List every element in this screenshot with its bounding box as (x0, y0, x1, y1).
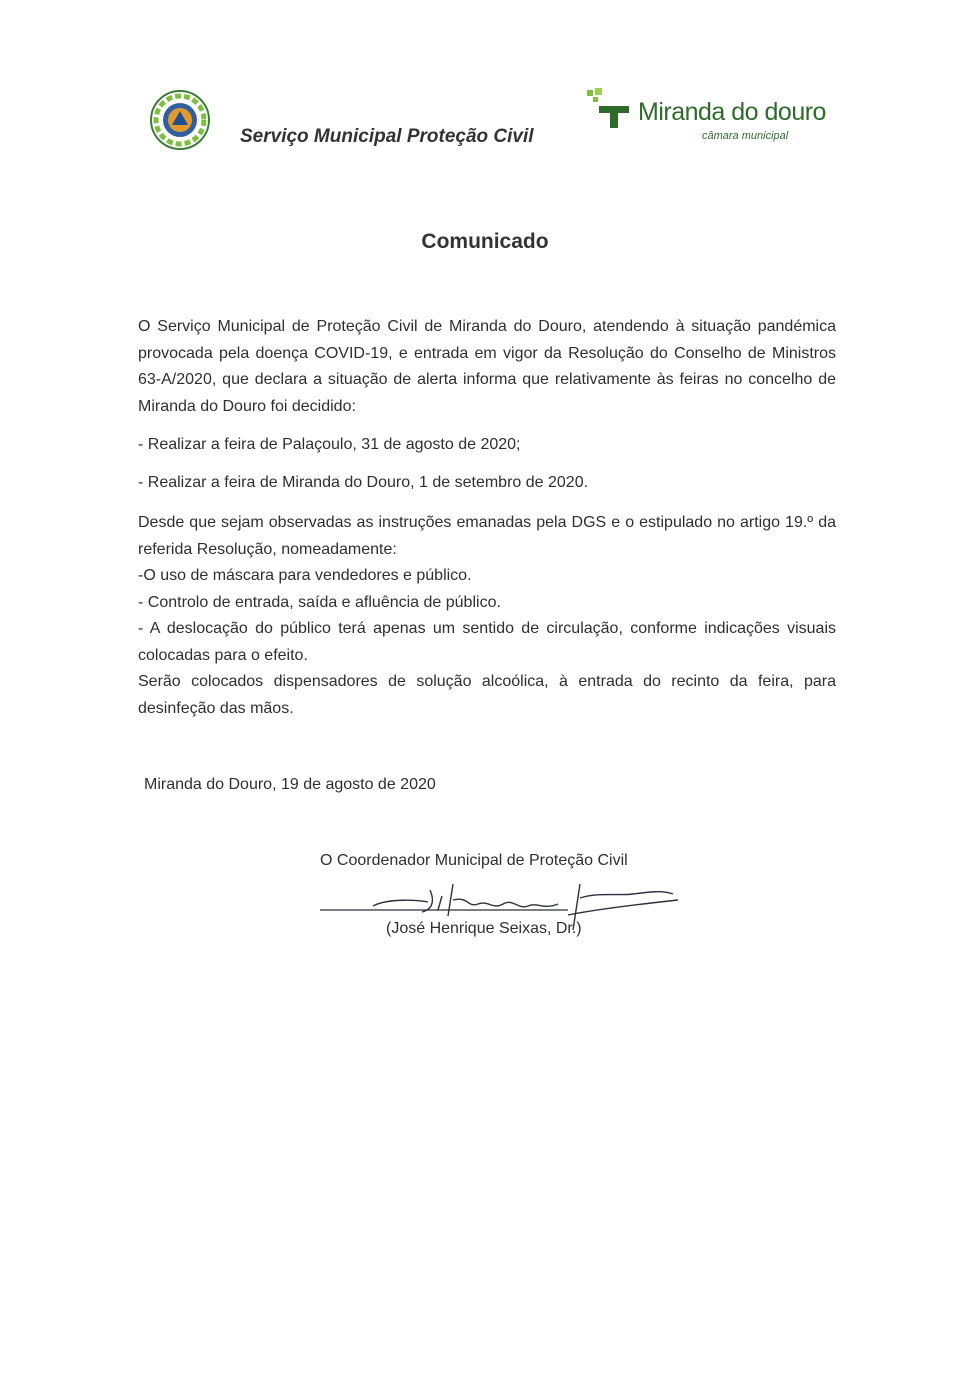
document-title: Comunicado (421, 230, 549, 253)
place-date: Miranda do Douro, 19 de agosto de 2020 (144, 776, 436, 793)
intro-paragraph: O Serviço Municipal de Proteção Civil de Miranda do Douro, atendendo à situação pandémica provocada pela doença COVID-19, e entrada em vigor da Resolução do Conselho de Ministros 63-A/2020, que declara a situação de alerta informa que relativamente às feiras no concelho de Miranda do Douro foi decidido: (138, 318, 836, 415)
signatory-name: (José Henrique Seixas, Dr.) (386, 920, 582, 937)
conditions-intro: Desde que sejam observadas as instruções emanadas pela DGS e o estipulado no artigo 19.º da referida Resolução, nomeadamente: (138, 514, 836, 558)
condition-item: -O uso de máscara para vendedores e público. (138, 567, 472, 584)
conditions-section (138, 510, 836, 722)
signatory-role: O Coordenador Municipal de Proteção Civil (320, 852, 628, 869)
condition-item: - A deslocação do público terá apenas um sentido de circulação, conforme indicações visuais colocadas para o efeito. (138, 620, 836, 664)
municipality-logo-subtitle: câmara municipal (702, 130, 789, 142)
condition-item: - Controlo de entrada, saída e afluência de público. (138, 593, 501, 611)
condition-item: Serão colocados dispensadores de solução alcoólica, à entrada do recinto da feira, para desinfeção das mãos. (138, 673, 836, 717)
list-item: - Realizar a feira de Palaçoulo, 31 de agosto de 2020; (138, 436, 521, 453)
municipality-logo-icon (585, 86, 633, 130)
municipality-logo-name: Miranda do douro (638, 98, 826, 126)
civil-protection-seal-icon (150, 90, 210, 150)
list-item: - Realizar a feira de Miranda do Douro, 1 de setembro de 2020. (138, 474, 589, 491)
service-name: Serviço Municipal Proteção Civil (240, 126, 534, 147)
